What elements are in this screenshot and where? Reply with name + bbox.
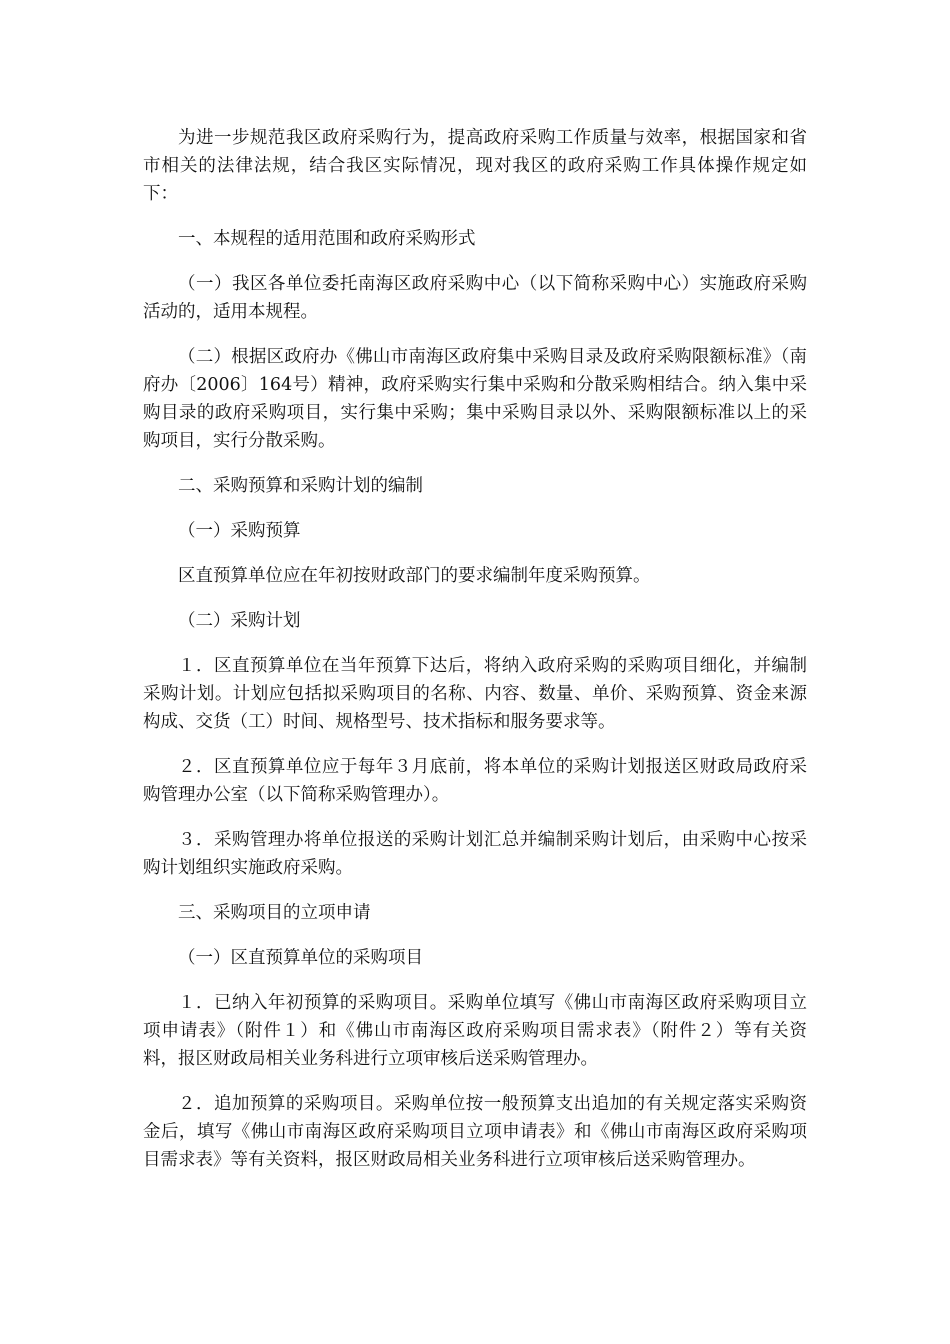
paragraph-plan-2: ２．区直预算单位应于每年３月底前，将本单位的采购计划报送区财政局政府采购管理办公室（以下简称采购管理办）。 [143, 757, 807, 805]
subheading-plan: （二）采购计划 [178, 611, 301, 631]
paragraph-plan-1: １．区直预算单位在当年预算下达后，将纳入政府采购的采购项目细化，并编制采购计划。计划应包括拟采购项目的名称、内容、数量、单价、采购预算、资金来源构成、交货（工）时间、规格型号、技术指标和服务要求等。 [143, 656, 807, 732]
section-heading-1: 一、本规程的适用范围和政府采购形式 [178, 229, 476, 249]
paragraph-procurement-forms: （二）根据区政府办《佛山市南海区政府集中采购目录及政府采购限额标准》（南府办〔2006〕164号）精神，政府采购实行集中采购和分散采购相结合。纳入集中采购目录的政府采购项目，实行集中采购；集中采购目录以外、采购限额标准以上的采购项目，实行分散采购。 [143, 347, 807, 451]
subheading-district-units: （一）区直预算单位的采购项目 [178, 948, 423, 968]
section-heading-2: 二、采购预算和采购计划的编制 [178, 476, 423, 496]
section-heading-3: 三、采购项目的立项申请 [178, 903, 371, 923]
paragraph-application-1: １．已纳入年初预算的采购项目。采购单位填写《佛山市南海区政府采购项目立项申请表》（附件１）和《佛山市南海区政府采购项目需求表》（附件２）等有关资料，报区财政局相关业务科进行立项审核后送采购管理办。 [143, 993, 807, 1069]
document-body [143, 124, 807, 1191]
intro-paragraph: 为进一步规范我区政府采购行为，提高政府采购工作质量与效率，根据国家和省市相关的法律法规，结合我区实际情况，现对我区的政府采购工作具体操作规定如下： [143, 128, 807, 204]
paragraph-scope: （一）我区各单位委托南海区政府采购中心（以下简称采购中心）实施政府采购活动的，适用本规程。 [143, 274, 807, 322]
subheading-budget: （一）采购预算 [178, 521, 301, 541]
paragraph-budget: 区直预算单位应在年初按财政部门的要求编制年度采购预算。 [178, 566, 651, 586]
paragraph-application-2: ２．追加预算的采购项目。采购单位按一般预算支出追加的有关规定落实采购资金后，填写《佛山市南海区政府采购项目立项申请表》和《佛山市南海区政府采购项目需求表》等有关资料，报区财政局相关业务科进行立项审核后送采购管理办。 [143, 1094, 807, 1170]
paragraph-plan-3: ３．采购管理办将单位报送的采购计划汇总并编制采购计划后，由采购中心按采购计划组织实施政府采购。 [143, 830, 807, 878]
